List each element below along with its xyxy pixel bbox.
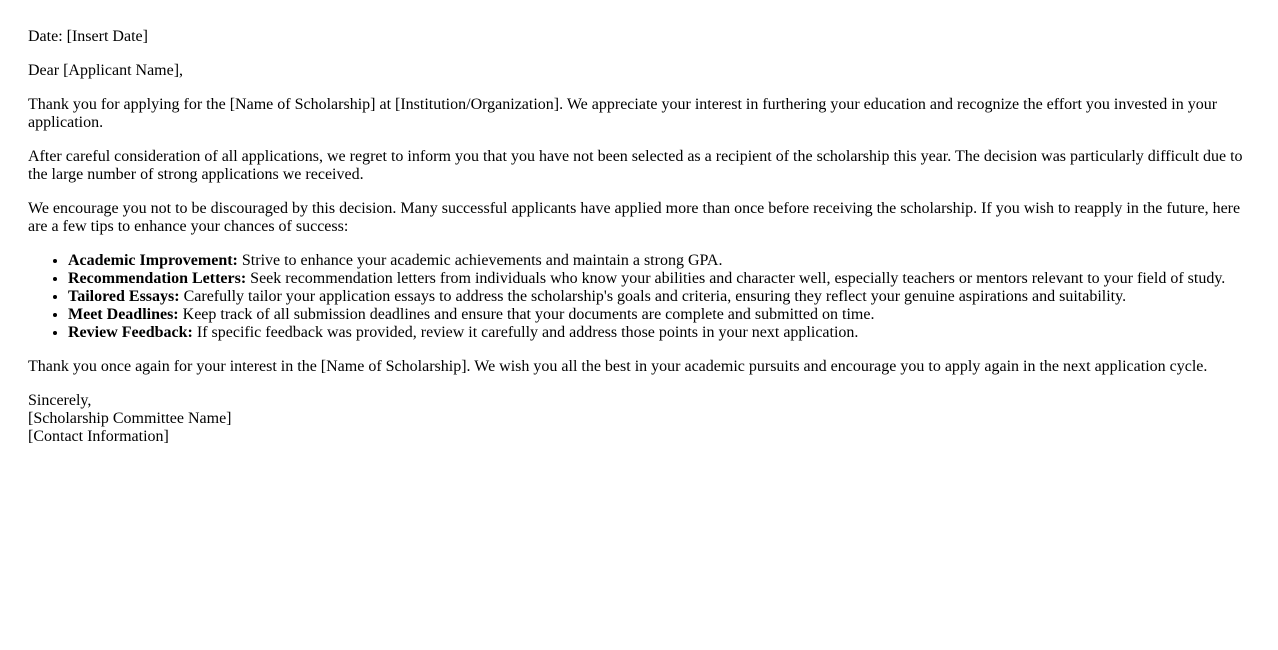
final-paragraph: Thank you once again for your interest in the [Name of Scholarship]. We wish you all the best in your academic pursuits and encourage you to apply again in the next application cycle. [28, 358, 1208, 375]
tips-list [28, 252, 1250, 342]
tip-title: Tailored Essays: [68, 288, 180, 305]
letter-body [28, 28, 1250, 462]
tip-academic-improvement [68, 252, 1250, 270]
tip-title: Recommendation Letters: [68, 270, 247, 287]
encouragement-paragraph: We encourage you not to be discouraged by this decision. Many successful applicants have applied more than once before receiving the scholarship. If you wish to reapply in the future, here are a few tips to enhance your chances of success: [28, 200, 1241, 235]
committee-name: [Scholarship Committee Name] [28, 410, 232, 427]
salutation: Dear [Applicant Name], [28, 62, 184, 79]
tip-title: Review Feedback: [68, 324, 193, 341]
tip-meet-deadlines [68, 306, 1250, 324]
tip-text: If specific feedback was provided, review it carefully and address those points in your next application. [192, 324, 859, 341]
contact-information: [Contact Information] [28, 428, 169, 445]
tip-text: Keep track of all submission deadlines and ensure that your documents are complete and submitted on time. [178, 306, 875, 323]
tip-recommendation-letters [68, 270, 1250, 288]
intro-paragraph: Thank you for applying for the [Name of Scholarship] at [Institution/Organization]. We appreciate your interest in furthering your education and recognize the effort you invested in your application. [28, 96, 1218, 131]
tip-title: Meet Deadlines: [68, 306, 179, 323]
tip-text: Strive to enhance your academic achievements and maintain a strong GPA. [237, 252, 723, 269]
closing-block [28, 392, 1250, 446]
letter-date: Date: [Insert Date] [28, 28, 148, 45]
tip-tailored-essays [68, 288, 1250, 306]
tip-review-feedback [68, 324, 1250, 342]
signoff: Sincerely, [28, 392, 92, 409]
tip-text: Carefully tailor your application essays to address the scholarship's goals and criteria, ensuring they reflect your genuine aspirations and suitability. [179, 288, 1127, 305]
tip-title: Academic Improvement: [68, 252, 238, 269]
decision-paragraph: After careful consideration of all applications, we regret to inform you that you have not been selected as a recipient of the scholarship this year. The decision was particularly difficult due to the large number of strong applications we received. [28, 148, 1243, 183]
tip-text: Seek recommendation letters from individuals who know your abilities and character well, especially teachers or mentors relevant to your field of study. [246, 270, 1226, 287]
